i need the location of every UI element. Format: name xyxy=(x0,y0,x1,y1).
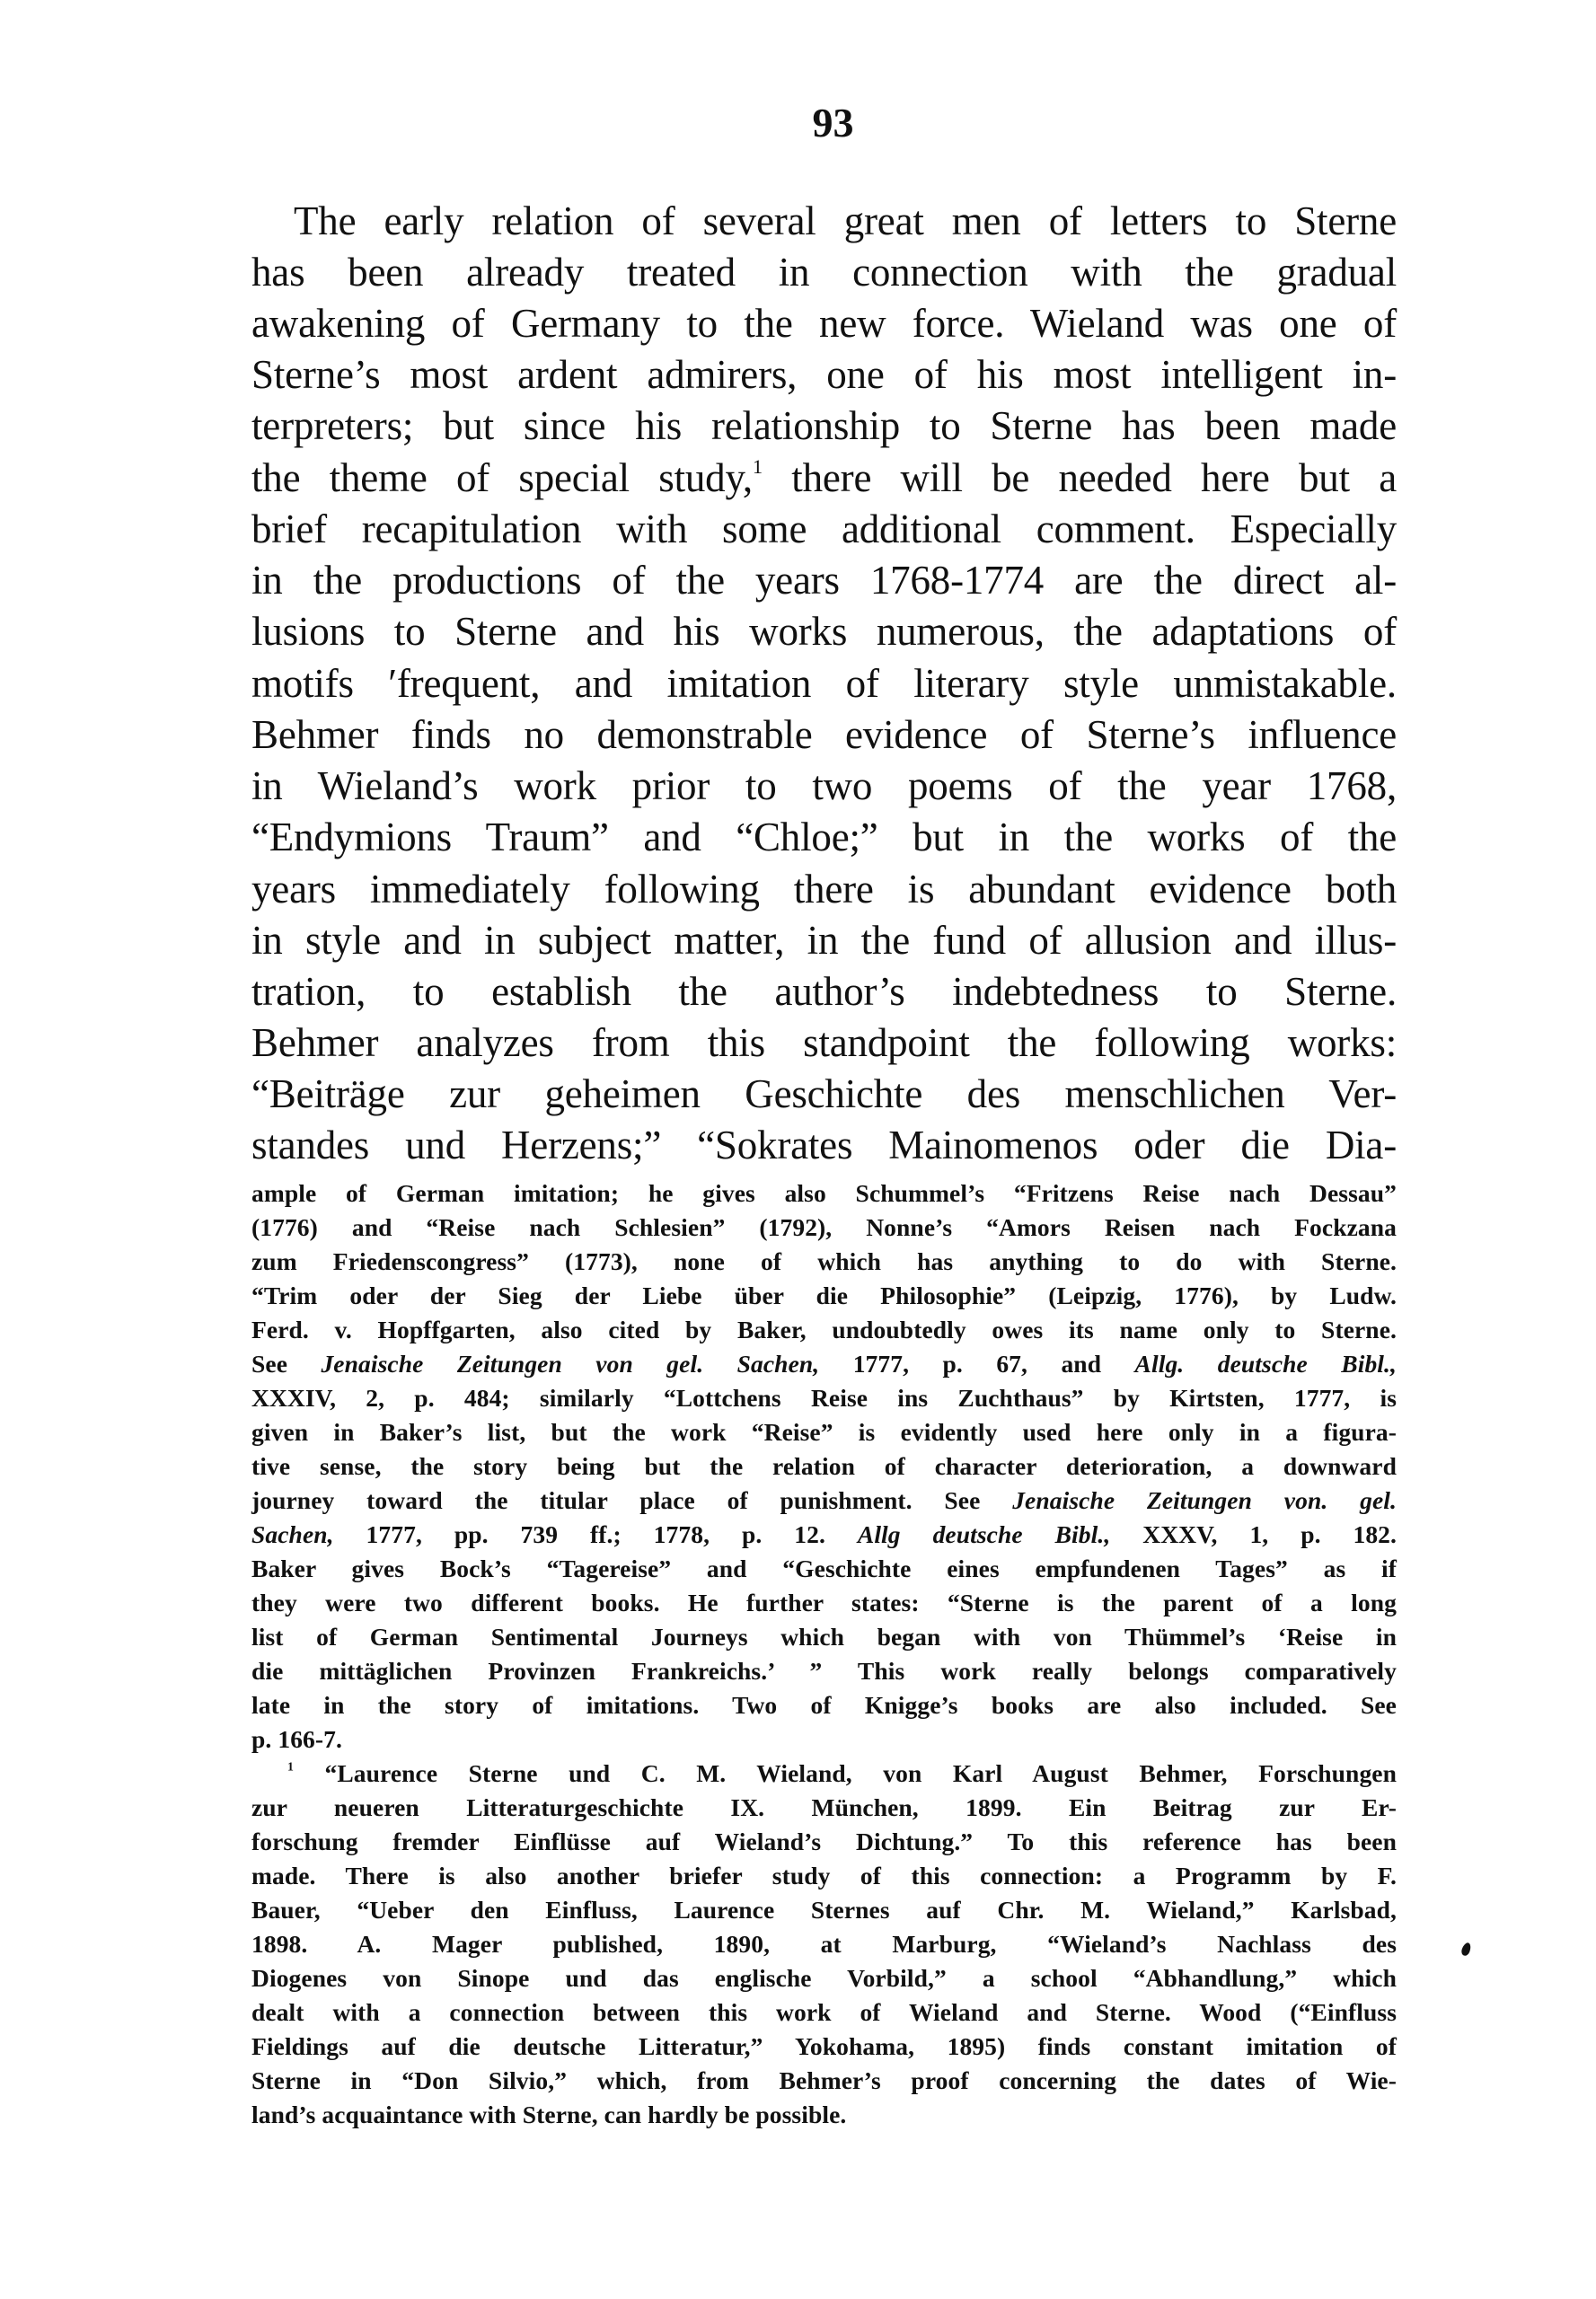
body-line: tration, to establish the author’s indebtedness to Sterne. xyxy=(251,969,1397,1014)
citation-title: Allg deutsche Bibl., xyxy=(857,1520,1111,1548)
body-line: Behmer finds no demonstrable evidence of Sterne’s influence xyxy=(251,712,1397,757)
footnote-line: zur neueren Litteraturgeschichte IX. München, 1899. Ein Beitrag zur Er- xyxy=(251,1793,1397,1821)
body-line: in the productions of the years 1768-1774 are the direct al- xyxy=(251,558,1397,603)
body-line: “Endymions Traum” and “Chloe;” but in the works of the xyxy=(251,815,1397,859)
footnote-line: ample of German imitation; he gives also Schummel’s “Fritzens Reise nach Dessau” xyxy=(251,1179,1397,1207)
body-line: in Wieland’s work prior to two poems of the year 1768, xyxy=(251,763,1397,808)
body-line: awakening of Germany to the new force. Wieland was one of xyxy=(251,301,1397,346)
footnote-line: Baker gives Bock’s “Tagereise” and “Geschichte eines empfundenen Tages” as if xyxy=(251,1555,1397,1582)
scan-speck xyxy=(1460,1942,1473,1957)
footnote-line: Bauer, “Ueber den Einfluss, Laurence Sternes auf Chr. M. Wieland,” Karlsbad, xyxy=(251,1896,1397,1924)
citation-title: Sachen, xyxy=(251,1520,334,1548)
citation-title: Jenaische Zeitungen von gel. Sachen, xyxy=(321,1350,820,1378)
footnote-line: XXXIV, 2, p. 484; similarly “Lottchens Reise ins Zuchthaus” by Kirtsten, 1777, is xyxy=(251,1384,1397,1412)
body-line: Behmer analyzes from this standpoint the following works: xyxy=(251,1020,1397,1065)
footnote-line: they were two different books. He further states: “Sterne is the parent of a long xyxy=(251,1589,1397,1616)
page-number: 93 xyxy=(812,100,854,145)
footnote-line: Ferd. v. Hopffgarten, also cited by Baker, undoubtedly owes its name only to Sterne. xyxy=(251,1316,1397,1343)
body-line xyxy=(251,453,1397,504)
footnote-line: Sterne in “Don Silvio,” which, from Behmer’s proof concerning the dates of Wie- xyxy=(251,2066,1397,2094)
footnote-line: made. There is also another briefer study of this connection: a Programm by F. xyxy=(251,1862,1397,1889)
footnote-line: tive sense, the story being but the relation of character deterioration, a downward xyxy=(251,1452,1397,1480)
body-line: motifs ′frequent, and imitation of literary style unmistakable. xyxy=(251,661,1397,706)
footnote-line: forschung fremder Einflüsse auf Wieland’s Dichtung.” To this reference has been xyxy=(251,1828,1397,1855)
footnote-line: $^1$ “Laurence Sterne und C. M. Wieland, von Karl August Behmer, Forschungen xyxy=(287,1759,1397,1787)
footnote-line: “Trim oder der Sieg der Liebe über die Philosophie” (Leipzig, 1776), by Ludw. xyxy=(251,1282,1397,1309)
footnote-reference[interactable]: 1 xyxy=(752,454,763,478)
footnote-line: list of German Sentimental Journeys which began with von Thümmel’s ‘Reise in xyxy=(251,1623,1397,1651)
body-line: terpreters; but since his relationship to Sterne has been made xyxy=(251,403,1397,448)
body-line: in style and in subject matter, in the fund of allusion and illus- xyxy=(251,918,1397,963)
footnote-line: 1898. A. Mager published, 1890, at Marburg, “Wieland’s Nachlass des xyxy=(251,1930,1397,1958)
body-line: The early relation of several great men of letters to Sterne xyxy=(294,198,1397,243)
body-text: there will be needed here but a xyxy=(762,455,1397,500)
footnote-line: See Jenaische Zeitungen von gel. Sachen, 1777, p. 67, and Allg. deutsche Bibl., xyxy=(251,1350,1397,1378)
footnote-line: given in Baker’s list, but the work “Reise” is evidently used here only in a figura- xyxy=(251,1418,1397,1446)
footnote-line: die mittäglichen Provinzen Frankreichs.’ ” This work really belongs comparatively xyxy=(251,1657,1397,1685)
body-line: standes und Herzens;” “Sokrates Mainomenos oder die Dia- xyxy=(251,1123,1397,1167)
footnote-line: Diogenes von Sinope und das englische Vorbild,” a school “Abhandlung,” which xyxy=(251,1964,1397,1992)
body-text: the theme of special study, xyxy=(251,455,753,500)
footnote-line: late in the story of imitations. Two of Knigge’s books are also included. See xyxy=(251,1691,1397,1719)
body-line: years immediately following there is abundant evidence both xyxy=(251,867,1397,912)
footnote-line: zum Friedenscongress” (1773), none of which has anything to do with Sterne. xyxy=(251,1247,1397,1275)
footnote-line: land’s acquaintance with Sterne, can hardly be possible. xyxy=(251,2101,847,2128)
footnote-line: (1776) and “Reise nach Schlesien” (1792), Nonne’s “Amors Reisen nach Fockzana xyxy=(251,1213,1397,1241)
footnote-line: Sachen, 1777, pp. 739 ff.; 1778, p. 12. Allg deutsche Bibl., XXXV, 1, p. 182. xyxy=(251,1520,1398,1548)
footnote-line: p. 166-7. xyxy=(251,1725,342,1753)
footnote-marker: 1 xyxy=(287,1759,294,1774)
footnote-line: journey toward the titular place of punishment. See Jenaische Zeitungen von. gel. xyxy=(251,1486,1397,1514)
citation-title: Allg. deutsche Bibl., xyxy=(1134,1350,1397,1378)
citation-title: Jenaische Zeitungen von. gel. xyxy=(1012,1486,1397,1514)
body-line: brief recapitulation with some additional comment. Especially xyxy=(251,506,1397,551)
body-line: “Beiträge zur geheimen Geschichte des menschlichen Ver- xyxy=(251,1071,1397,1116)
body-line: lusions to Sterne and his works numerous, the adaptations of xyxy=(251,609,1397,654)
footnote-line: Fieldings auf die deutsche Litteratur,” Yokohama, 1895) finds constant imitation of xyxy=(251,2032,1397,2060)
body-line: has been already treated in connection with the gradual xyxy=(251,250,1397,295)
body-line: Sterne’s most ardent admirers, one of his most intelligent in- xyxy=(251,352,1397,397)
footnote-line: dealt with a connection between this work of Wieland and Sterne. Wood (“Einfluss xyxy=(251,1998,1397,2026)
